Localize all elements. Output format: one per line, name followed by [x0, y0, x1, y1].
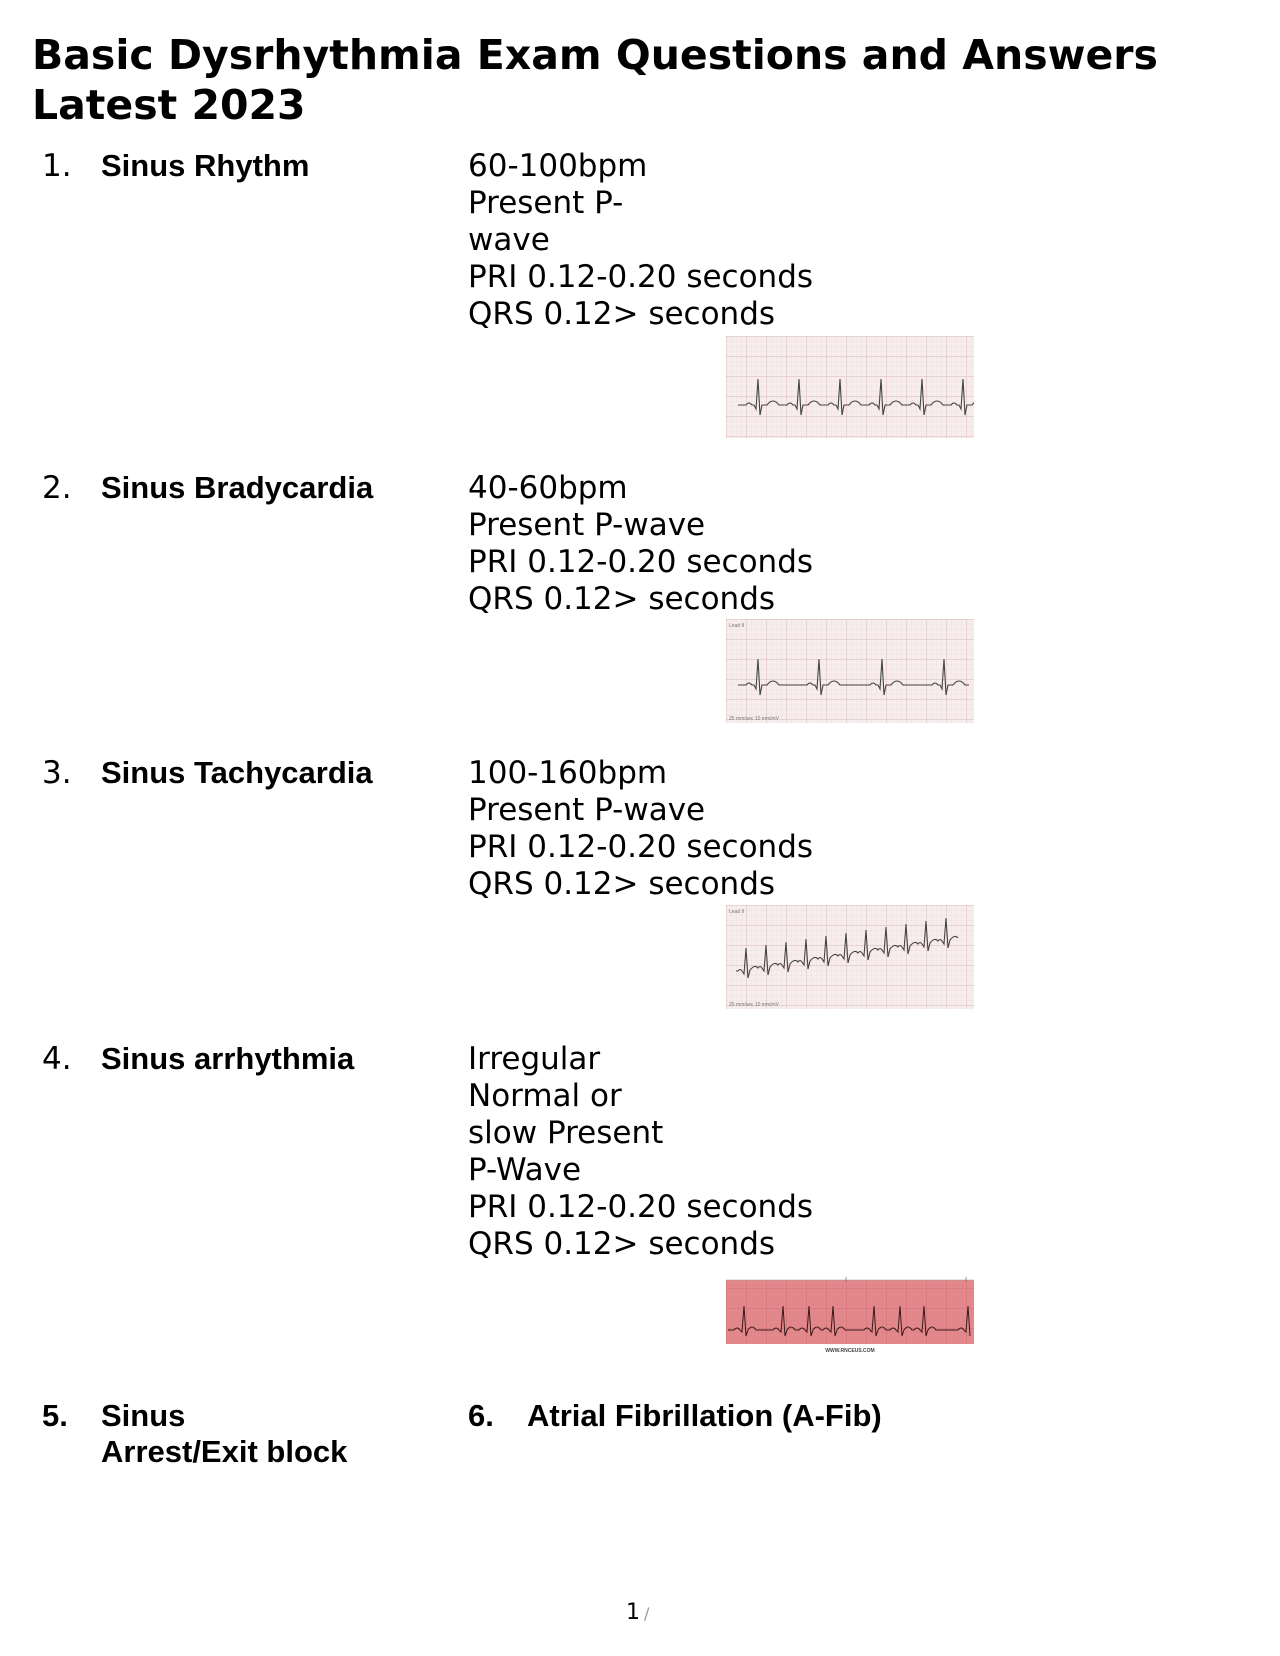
ecg-strip-image	[726, 619, 974, 723]
svg-text:Lead II: Lead II	[729, 909, 745, 915]
item-number: 2.	[42, 470, 72, 506]
item-name: Atrial Fibrillation (A-Fib)	[527, 1398, 882, 1433]
ecg-strip-image	[726, 1268, 974, 1356]
ecg-strip-image	[726, 336, 974, 438]
page-number: 1 /	[626, 1600, 650, 1625]
item-number: 6.	[468, 1398, 494, 1433]
item-name-line-1: Sinus	[101, 1398, 186, 1433]
item-name: Sinus Rhythm	[101, 148, 310, 183]
item-number: 5.	[42, 1398, 68, 1433]
ecg-strip-image	[726, 905, 974, 1009]
title-line-2: Latest 2023	[32, 81, 306, 129]
item-details: 40-60bpm Present P-wave PRI 0.12-0.20 seconds QRS 0.12> seconds	[468, 470, 814, 617]
item-name: Sinus Tachycardia	[101, 755, 373, 790]
title-line-1: Basic Dysrhythmia Exam Questions and Answers	[32, 31, 1158, 79]
item-name-line-2: Arrest/Exit block	[101, 1434, 348, 1469]
item-name: Sinus arrhythmia	[101, 1041, 355, 1076]
svg-text:WWW.RNCEUS.COM: WWW.RNCEUS.COM	[825, 1348, 875, 1354]
svg-text:Lead II: Lead II	[729, 623, 745, 629]
svg-text:25 mm/sec 10 mm/mV: 25 mm/sec 10 mm/mV	[729, 716, 780, 722]
item-details: Irregular Normal or slow Present P-Wave PRI 0.12-0.20 seconds QRS 0.12> seconds	[468, 1041, 814, 1262]
item-details: 100-160bpm Present P-wave PRI 0.12-0.20 seconds QRS 0.12> seconds	[468, 755, 814, 902]
item-number: 4.	[42, 1041, 72, 1077]
item-details: 60-100bpm Present P- wave PRI 0.12-0.20 seconds QRS 0.12> seconds	[468, 148, 814, 332]
svg-text:25 mm/sec 10 mm/mV: 25 mm/sec 10 mm/mV	[729, 1002, 780, 1008]
page-title	[32, 30, 1252, 130]
item-name: Sinus Bradycardia	[101, 470, 374, 505]
page-separator: /	[644, 1604, 650, 1623]
item-number: 1.	[42, 148, 72, 184]
item-number: 3.	[42, 755, 72, 791]
